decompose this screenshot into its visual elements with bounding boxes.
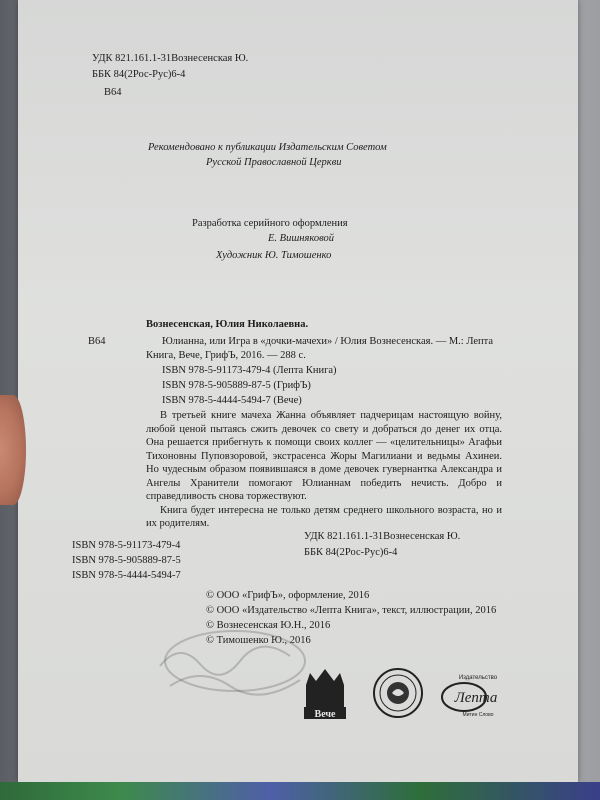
footer-isbn-2: ISBN 978-5-905889-87-5 <box>72 555 181 566</box>
lepta-logo-bottom: Митин Слово <box>462 712 494 718</box>
footer-isbn-1: ISBN 978-5-91173-479-4 <box>72 540 181 551</box>
annotation <box>146 409 502 531</box>
biblio-title-line-1: Юлианна, или Игра в «дочки-мачехи» / Юлия Вознесенская. — М.: Лепта <box>162 336 494 347</box>
footer-isbn-3: ISBN 978-5-4444-5494-7 <box>72 570 181 581</box>
faded-stamp-mark <box>140 606 320 716</box>
grif-seal-logo <box>372 667 424 719</box>
bbk-header: ББК 84(2Рос-Рус)6-4 <box>92 69 186 80</box>
cover-edge-strip <box>0 782 600 800</box>
design-line-2: Е. Вишняковой <box>268 233 335 244</box>
lepta-logo-top: Издательство <box>458 675 498 681</box>
annotation-paragraph-1: В третьей книге мачеха Жанна объявляет падчерицам настоящую войну, любой ценой пытаясь сжить девочек со свету и добраться до денег их отца. Она решается прибегнуть к помощи своих коллег — «целительницы» Агафьи Тихоновны Пуповзоровой, экстрасенса Жоры Магилиани и ведьмы Ахинеи. Но чудесным образом появившаяся в доме девочек гувернантка Александра и Ангелы Хранители помогают Юлианнам победить нечисть. Добро и справедливость снова торжествуют. <box>146 410 502 502</box>
copyright-4: © Тимошенко Ю., 2016 <box>206 635 311 646</box>
biblio-code: В64 <box>88 336 106 347</box>
biblio-author: Вознесенская, Юлия Николаевна. <box>146 319 309 330</box>
copyright-1: © ООО «ГрифЪ», оформление, 2016 <box>206 590 370 601</box>
footer-bbk: ББК 84(2Рос-Рус)6-4 <box>304 547 398 558</box>
footer-udk: УДК 821.161.1-31Вознесенская Ю. <box>304 531 461 542</box>
recommendation-line-2: Русской Православной Церкви <box>206 157 342 168</box>
finger <box>0 395 26 505</box>
veche-logo-text: Вече <box>314 709 336 720</box>
design-line-1: Разработка серийного оформления <box>192 218 348 229</box>
design-line-3: Художник Ю. Тимошенко <box>216 250 332 261</box>
code-header: В64 <box>104 87 122 98</box>
biblio-isbn-1: ISBN 978-5-91173-479-4 (Лепта Книга) <box>162 365 337 376</box>
copyright-3: © Вознесенская Ю.Н., 2016 <box>206 620 331 631</box>
biblio-isbn-3: ISBN 978-5-4444-5494-7 (Вече) <box>162 395 302 406</box>
biblio-isbn-2: ISBN 978-5-905889-87-5 (ГрифЪ) <box>162 380 311 391</box>
biblio-title-line-2: Книга, Вече, ГрифЪ, 2016. — 288 с. <box>146 350 306 361</box>
udk-header: УДК 821.161.1-31Вознесенская Ю. <box>92 53 249 64</box>
copyright-2: © ООО «Издательство «Лепта Книга», текст, иллюстрации, 2016 <box>206 605 497 616</box>
recommendation-line-1: Рекомендовано к публикации Издательским Советом <box>148 142 387 153</box>
annotation-paragraph-2: Книга будет интересна не только детям среднего школьного возраста, но и их родителям. <box>146 504 502 529</box>
veche-logo <box>300 665 350 721</box>
publisher-logos <box>300 665 510 725</box>
lepta-logo <box>436 669 510 719</box>
lepta-logo-main: Лепта <box>454 690 498 706</box>
